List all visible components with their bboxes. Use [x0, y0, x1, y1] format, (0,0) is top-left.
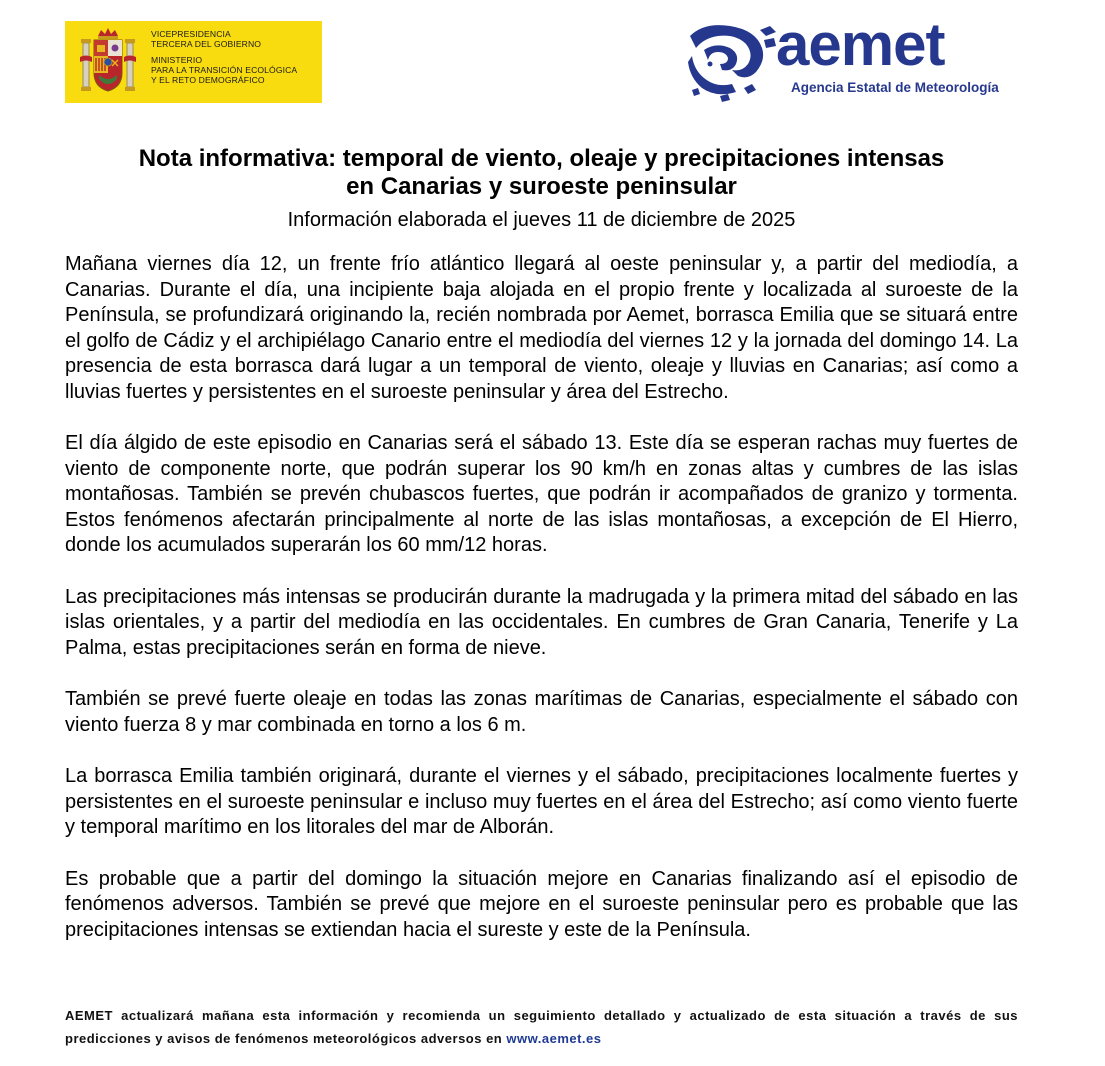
aemet-tagline: Agencia Estatal de Meteorología [791, 80, 999, 95]
coat-of-arms-icon [79, 27, 137, 97]
aemet-spiral-icon [686, 20, 778, 104]
title-line-2: en Canarias y suroeste peninsular [346, 173, 737, 200]
gov-line: TERCERA DEL GOBIERNO [151, 39, 262, 49]
government-logo [65, 21, 322, 103]
ministry-text [151, 29, 297, 85]
page-title [65, 145, 1018, 201]
paragraph: Es probable que a partir del domingo la situación mejore en Canarias finalizando así el episodio de fenómenos adversos. También se prevé que mejore en el suroeste peninsular pero es probable que las precipitaciones intensas se extiendan hacia el sureste y este de la Península. [65, 867, 1018, 941]
paragraph: Mañana viernes día 12, un frente frío atlántico llegará al oeste peninsular y, a partir del mediodía, a Canarias. Durante el día, una incipiente baja alojada en el propio frente y localizada al suroeste de la Península, se profundizará originando la, recién nombrada por Aemet, borrasca Emilia que se situará entre el golfo de Cádiz y el archipiélago Canario entre el mediodía del viernes 12 y la jornada del domingo 14. La presencia de esta borrasca dará lugar a un temporal de viento, oleaje y lluvias en Canarias; así como a lluvias fuertes y persistentes en el suroeste peninsular y área del Estrecho. [65, 253, 1018, 403]
aemet-wordmark: aemet [776, 11, 945, 78]
paragraph: La borrasca Emilia también originará, durante el viernes y el sábado, precipitaciones localmente fuertes y persistentes en el suroeste peninsular e incluso muy fuertes en el área del Estrecho; así como viento fuerte y temporal marítimo en los litorales del mar de Alborán. [65, 765, 1018, 838]
footer-text: AEMET actualizará mañana esta información y recomienda un seguimiento detallado y actualizado de esta situación a través de sus predicciones y avisos de fenómenos meteorológicos adversos en [65, 1008, 1018, 1046]
body-text [65, 252, 1018, 969]
ministry-line: MINISTERIO [151, 55, 203, 65]
aemet-website-link[interactable]: www.aemet.es [506, 1031, 602, 1046]
footer-note [65, 1004, 1018, 1050]
ministry-line: PARA LA TRANSICIÓN ECOLÓGICA [151, 65, 298, 75]
paragraph: Las precipitaciones más intensas se producirán durante la madrugada y la primera mitad del sábado en las islas orientales, y a partir del mediodía en las occidentales. En cumbres de Gran Canaria, Tenerife y La Palma, estas precipitaciones serán en forma de nieve. [65, 585, 1018, 659]
aemet-logo [686, 11, 1020, 105]
gov-line: VICEPRESIDENCIA [151, 29, 231, 39]
title-line-1: Nota informativa: temporal de viento, oleaje y precipitaciones intensas [138, 145, 945, 172]
paragraph: El día álgido de este episodio en Canarias será el sábado 13. Este día se esperan rachas muy fuertes de viento de componente norte, que podrán superar los 90 km/h en zonas altas y cumbres de las islas montañosas. También se prevén chubascos fuertes, que podrán ir acompañados de granizo y tormenta. Estos fenómenos afectarán principalmente al norte de las islas montañosas, a excepción de El Hierro, donde los acumulados superarán los 60 mm/12 horas. [65, 432, 1018, 556]
ministry-line: Y EL RETO DEMOGRÁFICO [151, 75, 265, 85]
issue-date: Información elaborada el jueves 11 de diciembre de 2025 [287, 209, 796, 231]
paragraph: También se prevé fuerte oleaje en todas las zonas marítimas de Canarias, especialmente el sábado con viento fuerza 8 y mar combinada en torno a los 6 m. [65, 688, 1018, 736]
